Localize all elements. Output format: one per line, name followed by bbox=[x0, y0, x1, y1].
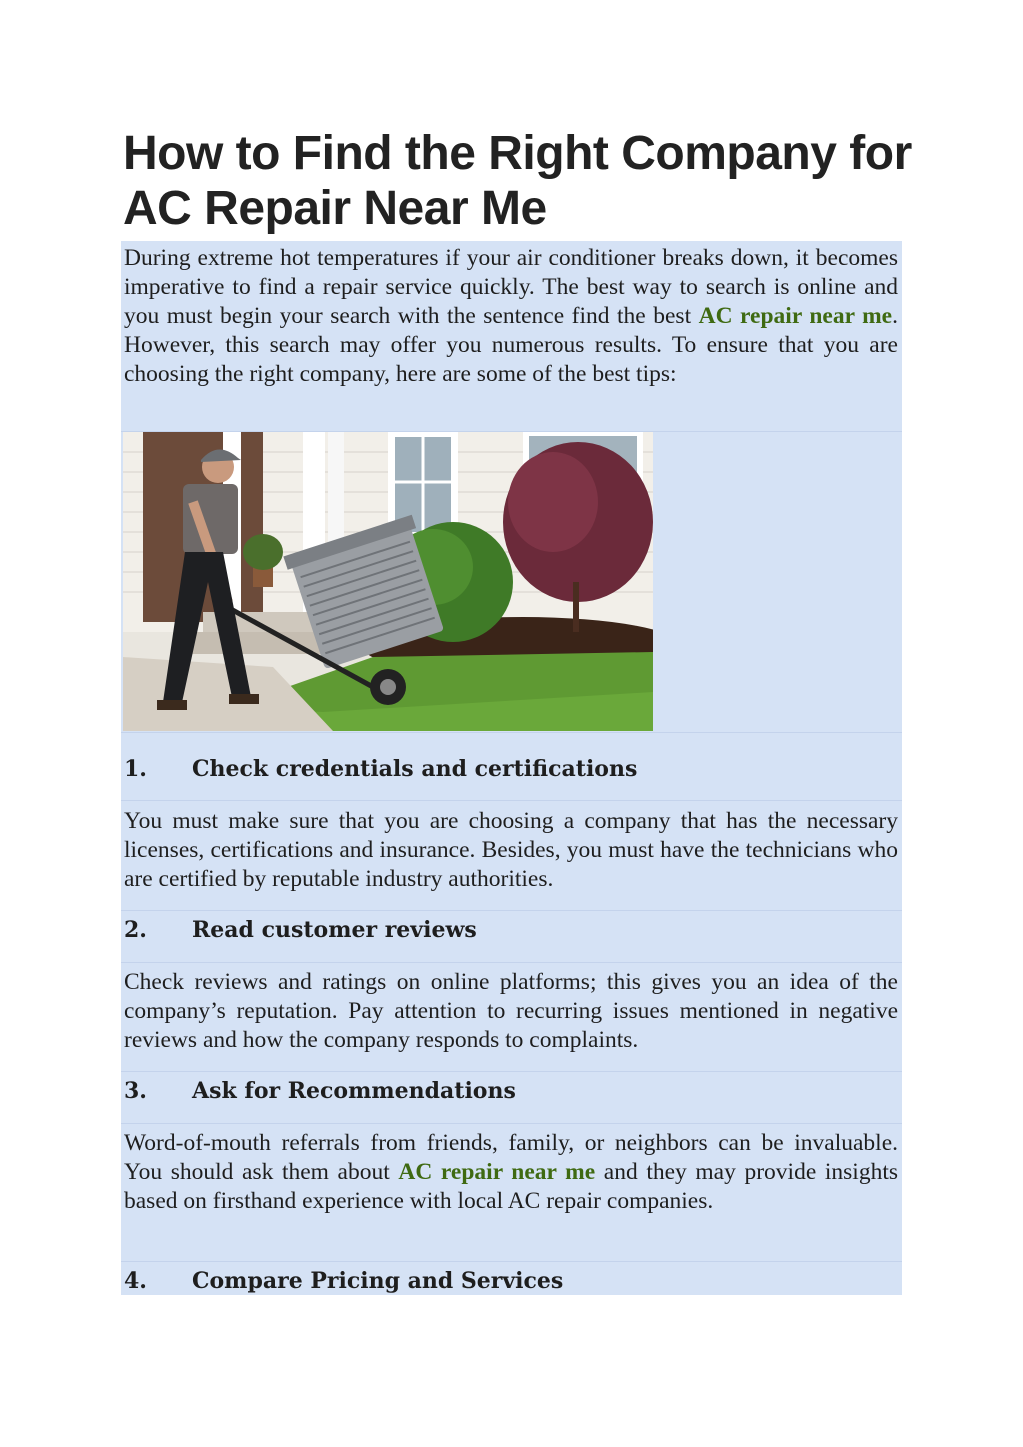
section-number: 2. bbox=[124, 917, 147, 943]
divider bbox=[121, 732, 902, 733]
divider bbox=[121, 800, 902, 801]
section-paragraph: Check reviews and ratings on online platforms; this gives you an idea of the company’s reputation. Pay attention to recurring issues mentioned in negative reviews and how the company responds to complaints. bbox=[124, 969, 898, 1053]
section-title: Read customer reviews bbox=[192, 917, 477, 943]
section-number: 1. bbox=[124, 756, 147, 782]
section-number: 3. bbox=[124, 1078, 147, 1104]
section-heading bbox=[124, 1266, 898, 1296]
ac-repair-link[interactable]: AC repair near me bbox=[398, 1159, 596, 1185]
section-title: Compare Pricing and Services bbox=[192, 1268, 564, 1294]
section-text: Word-of-mouth referrals from friends, family, or neighbors can be invaluable. You should ask them about bbox=[124, 1130, 898, 1185]
page-title: How to Find the Right Company for AC Repair Near Me bbox=[123, 127, 912, 235]
divider bbox=[121, 1123, 902, 1124]
section-title: Check credentials and certifications bbox=[192, 756, 638, 782]
section-text-end: and they may provide insights based on firsthand experience with local AC repair companies. bbox=[124, 1159, 898, 1214]
divider bbox=[121, 1261, 902, 1262]
section-heading bbox=[124, 1076, 898, 1106]
section-heading bbox=[124, 754, 898, 784]
ac-repair-link[interactable]: AC repair near me bbox=[698, 303, 893, 329]
section-paragraph: You must make sure that you are choosing a company that has the necessary licenses, certifications and insurance. Besides, you must have the technicians who are certified by reputable industry authorities. bbox=[124, 808, 898, 892]
technician-photo bbox=[123, 432, 653, 731]
intro-text: During extreme hot temperatures if your air conditioner breaks down, it becomes imperative to find a repair service quickly. The best way to search is online and you must begin your search with the sentence find the best bbox=[124, 245, 898, 329]
intro-text-end: . However, this search may offer you numerous results. To ensure that you are choosing the right company, here are some of the best tips: bbox=[124, 303, 898, 387]
divider bbox=[121, 962, 902, 963]
section-heading bbox=[124, 915, 898, 945]
technician-moving-ac-unit-illustration bbox=[123, 432, 653, 731]
section-number: 4. bbox=[124, 1268, 147, 1294]
intro-paragraph bbox=[124, 244, 898, 389]
divider bbox=[121, 910, 902, 911]
section-title: Ask for Recommendations bbox=[192, 1078, 516, 1104]
section-paragraph bbox=[124, 1129, 898, 1216]
divider bbox=[121, 1071, 902, 1072]
